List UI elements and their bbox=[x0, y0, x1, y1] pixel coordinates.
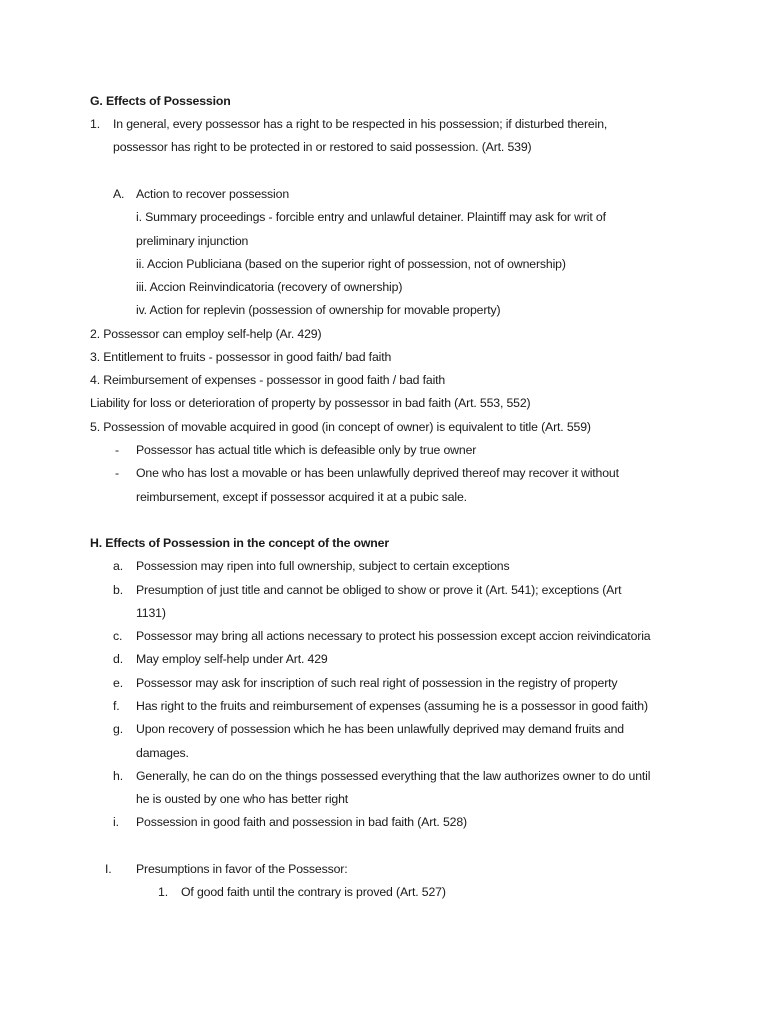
section-i-label: I. bbox=[105, 862, 112, 876]
liability-line: Liability for loss or deterioration of property by possessor in bad faith (Art. 553, 552) bbox=[90, 396, 531, 410]
sub-a-i-line-1: i. Summary proceedings - forcible entry and unlawful detainer. Plaintiff may ask for writ of bbox=[136, 210, 606, 224]
h-item-b-line-2: 1131) bbox=[136, 606, 166, 620]
h-item-h-label: h. bbox=[113, 769, 123, 783]
sub-a-i-line-2: preliminary injunction bbox=[136, 234, 249, 248]
h-item-d-line-1: May employ self-help under Art. 429 bbox=[136, 652, 328, 666]
h-item-g-label: g. bbox=[113, 722, 123, 736]
sub-a-label: A. bbox=[113, 187, 125, 201]
i-item-1-text: Of good faith until the contrary is proved (Art. 527) bbox=[181, 885, 446, 899]
item-1-number: 1. bbox=[90, 117, 100, 131]
h-item-d-label: d. bbox=[113, 652, 123, 666]
item-3: 3. Entitlement to fruits - possessor in good faith/ bad faith bbox=[90, 350, 392, 364]
h-item-b-label: b. bbox=[113, 583, 123, 597]
sub-a-text: Action to recover possession bbox=[136, 187, 290, 201]
i-item-1-number: 1. bbox=[158, 885, 168, 899]
sub-a-iv: iv. Action for replevin (possession of ownership for movable property) bbox=[136, 303, 501, 317]
item-4: 4. Reimbursement of expenses - possessor in good faith / bad faith bbox=[90, 373, 446, 387]
item-5: 5. Possession of movable acquired in good (in concept of owner) is equivalent to title (Art. 559) bbox=[90, 420, 591, 434]
section-h-heading: H. Effects of Possession in the concept of the owner bbox=[90, 536, 389, 550]
dash-bullet-1: - bbox=[115, 443, 119, 457]
item-1-line-1: In general, every possessor has a right to be respected in his possession; if disturbed therein, bbox=[113, 117, 608, 131]
section-g-heading: G. Effects of Possession bbox=[90, 94, 231, 108]
section-i-text: Presumptions in favor of the Possessor: bbox=[136, 862, 348, 876]
h-item-h-line-2: he is ousted by one who has better right bbox=[136, 792, 349, 806]
h-item-g-line-1: Upon recovery of possession which he has been unlawfully deprived may demand fruits and bbox=[136, 722, 624, 736]
h-item-f-line-1: Has right to the fruits and reimbursement of expenses (assuming he is a possessor in good faith) bbox=[136, 699, 648, 713]
h-item-c-line-1: Possessor may bring all actions necessary to protect his possession except accion reivindicatoria bbox=[136, 629, 651, 643]
h-item-h-line-1: Generally, he can do on the things possessed everything that the law authorizes owner to do until bbox=[136, 769, 651, 783]
h-item-i-label: i. bbox=[113, 815, 119, 829]
dash-bullet-2: - bbox=[115, 466, 119, 480]
item-1-line-2: possessor has right to be protected in or restored to said possession. (Art. 539) bbox=[113, 140, 532, 154]
h-item-e-label: e. bbox=[113, 676, 123, 690]
item-2: 2. Possessor can employ self-help (Ar. 429) bbox=[90, 327, 322, 341]
h-item-c-label: c. bbox=[113, 629, 123, 643]
sub-a-ii: ii. Accion Publiciana (based on the superior right of possession, not of ownership) bbox=[136, 257, 566, 271]
h-item-g-line-2: damages. bbox=[136, 746, 189, 760]
h-item-e-line-1: Possessor may ask for inscription of such real right of possession in the registry of property bbox=[136, 676, 618, 690]
h-item-i-line-1: Possession in good faith and possession in bad faith (Art. 528) bbox=[136, 815, 467, 829]
h-item-b-line-1: Presumption of just title and cannot be obliged to show or prove it (Art. 541); exceptions (Art bbox=[136, 583, 622, 597]
dash-item-2-line-2: reimbursement, except if possessor acquired it at a pubic sale. bbox=[136, 490, 467, 504]
dash-item-1: Possessor has actual title which is defeasible only by true owner bbox=[136, 443, 477, 457]
sub-a-iii: iii. Accion Reinvindicatoria (recovery of ownership) bbox=[136, 280, 403, 294]
h-item-a-line-1: Possession may ripen into full ownership, subject to certain exceptions bbox=[136, 559, 510, 573]
h-item-f-label: f. bbox=[113, 699, 120, 713]
dash-item-2-line-1: One who has lost a movable or has been unlawfully deprived thereof may recover it without bbox=[136, 466, 619, 480]
h-item-a-label: a. bbox=[113, 559, 123, 573]
